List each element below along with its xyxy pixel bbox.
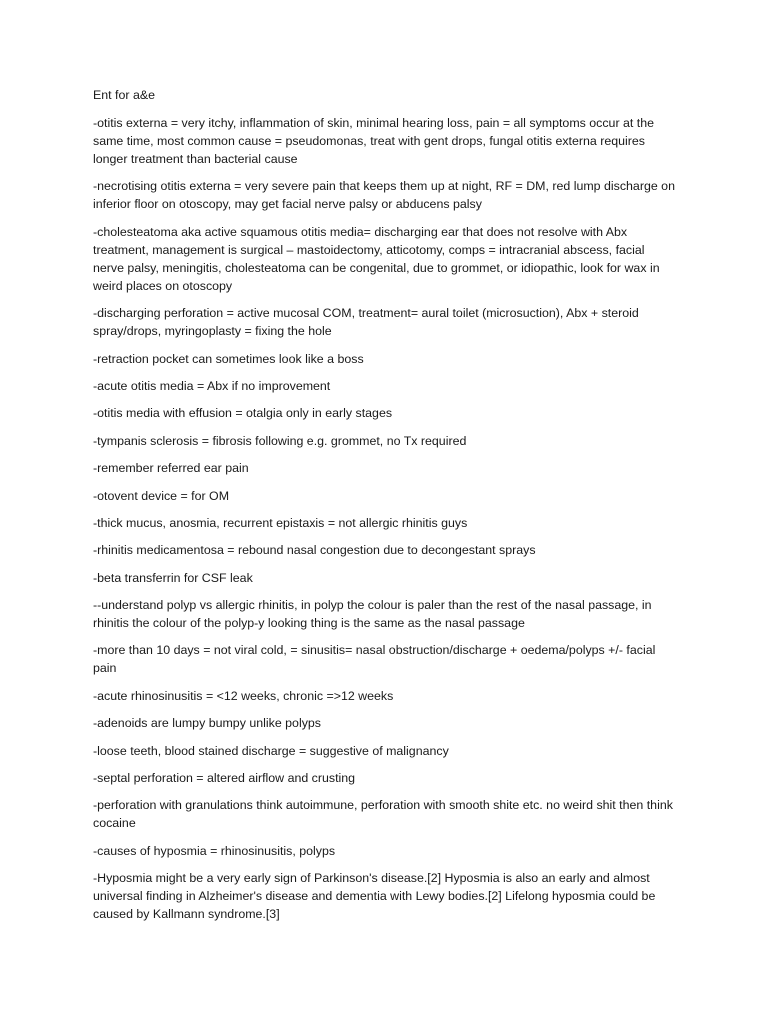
note-paragraph: -necrotising otitis externa = very severe pain that keeps them up at night, RF = DM, red lump discharge on inferior floor on otoscopy, may get facial nerve palsy or abducens palsy [93, 179, 675, 212]
note-paragraph: -remember referred ear pain [93, 461, 249, 476]
note-paragraph: -loose teeth, blood stained discharge = suggestive of malignancy [93, 743, 449, 758]
note-paragraph: -tympanis sclerosis = fibrosis following e.g. grommet, no Tx required [93, 433, 467, 448]
note-paragraph: -thick mucus, anosmia, recurrent epistaxis = not allergic rhinitis guys [93, 515, 468, 530]
notes-list [93, 114, 678, 923]
note-paragraph: -discharging perforation = active mucosal COM, treatment= aural toilet (microsuction), Abx + steroid spray/drops, myringoplasty = fixing the hole [93, 306, 639, 339]
note-paragraph: -acute rhinosinusitis = <12 weeks, chronic =>12 weeks [93, 688, 394, 703]
note-paragraph: -septal perforation = altered airflow and crusting [93, 771, 356, 786]
note-paragraph: -Hyposmia might be a very early sign of Parkinson's disease.[2] Hyposmia is also an early and almost universal finding in Alzheimer's disease and dementia with Lewy bodies.[2] Lifelong hyposmia could be caused by Kallmann syndrome.[3] [93, 871, 656, 922]
note-paragraph: -adenoids are lumpy bumpy unlike polyps [93, 716, 321, 731]
note-paragraph: -otovent device = for OM [93, 488, 230, 503]
document-title: Ent for a&e [93, 88, 155, 102]
note-paragraph: -otitis media with effusion = otalgia only in early stages [93, 406, 393, 421]
note-paragraph: -perforation with granulations think autoimmune, perforation with smooth shite etc. no weird shit then think cocaine [93, 798, 673, 831]
note-paragraph: -rhinitis medicamentosa = rebound nasal congestion due to decongestant sprays [93, 543, 536, 558]
note-paragraph: -more than 10 days = not viral cold, = sinusitis= nasal obstruction/discharge + oedema/polyps +/- facial pain [93, 643, 656, 676]
note-paragraph: --understand polyp vs allergic rhinitis, in polyp the colour is paler than the rest of the nasal passage, in rhinitis the colour of the polyp-y looking thing is the same as the nasal passage [93, 598, 652, 631]
note-paragraph: -retraction pocket can sometimes look like a boss [93, 351, 364, 366]
document-page [93, 86, 678, 933]
note-paragraph: -beta transferrin for CSF leak [93, 570, 253, 585]
note-paragraph: -causes of hyposmia = rhinosinusitis, polyps [93, 843, 336, 858]
note-paragraph: -otitis externa = very itchy, inflammation of skin, minimal hearing loss, pain = all symptoms occur at the same time, most common cause = pseudomonas, treat with gent drops, fungal otitis externa requires longer treatment than bacterial cause [93, 116, 655, 166]
note-paragraph: -acute otitis media = Abx if no improvement [93, 378, 331, 393]
note-paragraph: -cholesteatoma aka active squamous otitis media= discharging ear that does not resolve with Abx treatment, management is surgical – mastoidectomy, atticotomy, comps = intracranial abscess, facial nerve palsy, meningitis, cholesteatoma can be congenital, due to grommet, or idiopathic, look for wax in weird places on otoscopy [93, 224, 660, 293]
